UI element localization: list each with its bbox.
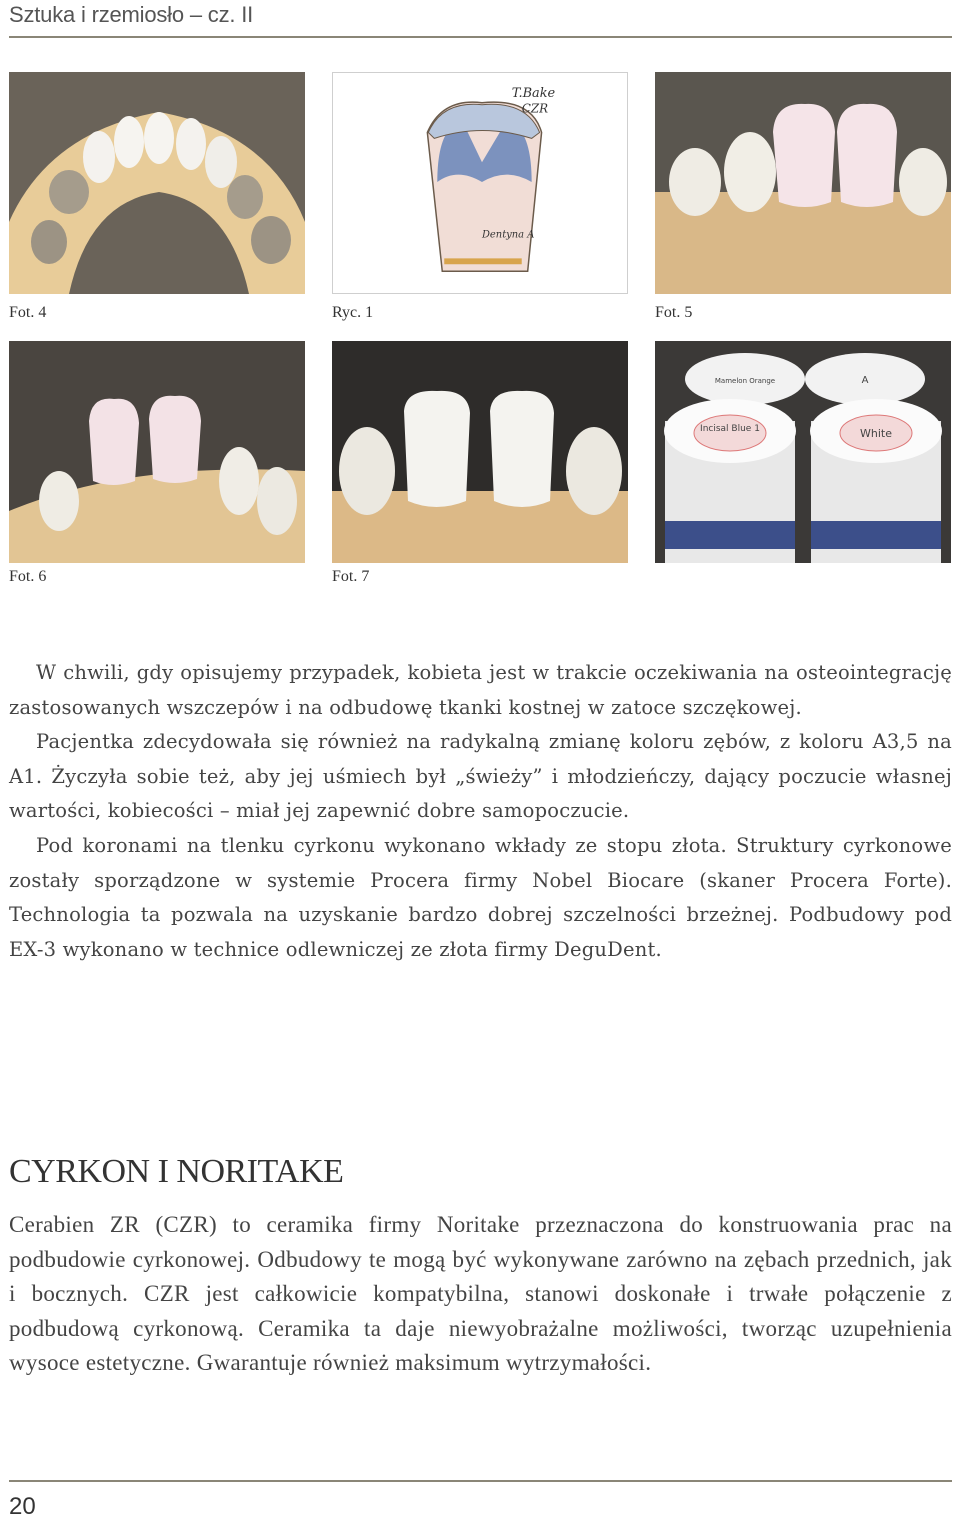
section-heading: CYRKON I NORITAKE [9,1153,344,1190]
section-text [9,1208,952,1381]
photo-fot-5 [655,72,951,294]
section-paragraph: Cerabien ZR (CZR) to ceramika firmy Noritake przeznaczona do konstruowania prac na podbudowie cyrkonowej. Odbudowy te mogą być wykonywane zarówno na zębach przednich, jak i bocznych. CZR jest całkowicie kompatybilna, stanowi doskonałe i trwałe połączenie z podbudową cyrkonową. Ceramika ta daje niewyobrażalne możliwości, tworząc uzupełnienia wysoce estetyczne. Gwarantuje również maksimum wytrzymałości. [9,1212,952,1376]
body-paragraph: Pod koronami na tlenku cyrkonu wykonano wkłady ze stopu złota. Struktury cyrkonowe zostały sporządzone w systemie Procera firmy Nobel Biocare (skaner Procera Forte). Technologia ta pozwala na uzyskanie bardzo dobrej szczelności brzeżnej. Podbudowy pod EX-3 wykonano w technice odlewniczej ze złota firmy DeguDent. [9,833,952,961]
caption-fot-6: Fot. 6 [9,568,47,585]
caption-ryc-1: Ryc. 1 [332,304,374,321]
photo-fot-6 [9,341,305,563]
header-rule [9,36,952,38]
sketch-label-czr: CZR [521,101,549,116]
drawing-ryc-1 [332,72,628,294]
photo-fot-7 [332,341,628,563]
page-number: 20 [9,1493,36,1520]
running-title: Sztuka i rzemiosło – cz. II [9,2,254,27]
jar-label-white: White [860,427,892,440]
caption-fot-5: Fot. 5 [655,304,693,321]
photo-fot-4 [9,72,305,294]
sketch-label-dentyna: Dentyna A [481,229,535,241]
body-text [9,656,952,967]
body-paragraph: W chwili, gdy opisujemy przypadek, kobieta jest w trakcie oczekiwania na osteointegrację zastosowanych wszczepów i na odbudowę tkanki kostnej w zatoce szczękowej. [9,661,952,719]
jar-label-a: A [861,375,869,386]
body-paragraph: Pacjentka zdecydowała się również na radykalną zmianę koloru zębów, z koloru A3,5 na A1. Życzyła sobie też, aby jej uśmiech był „świeży” i młodzieńczy, dający poczucie własnej wartości, kobiecości – miał jej zapewnić dobre samopoczucie. [9,730,952,823]
photo-fot-8 [655,341,951,563]
footer-rule [9,1480,952,1482]
sketch-label-tbake: T.Bake [511,85,556,101]
caption-fot-4: Fot. 4 [9,304,47,321]
jar-label-incisal-blue: Incisal Blue 1 [700,424,760,434]
caption-fot-7: Fot. 7 [332,568,370,585]
jar-label-mamelon: Mamelon Orange [714,377,776,385]
